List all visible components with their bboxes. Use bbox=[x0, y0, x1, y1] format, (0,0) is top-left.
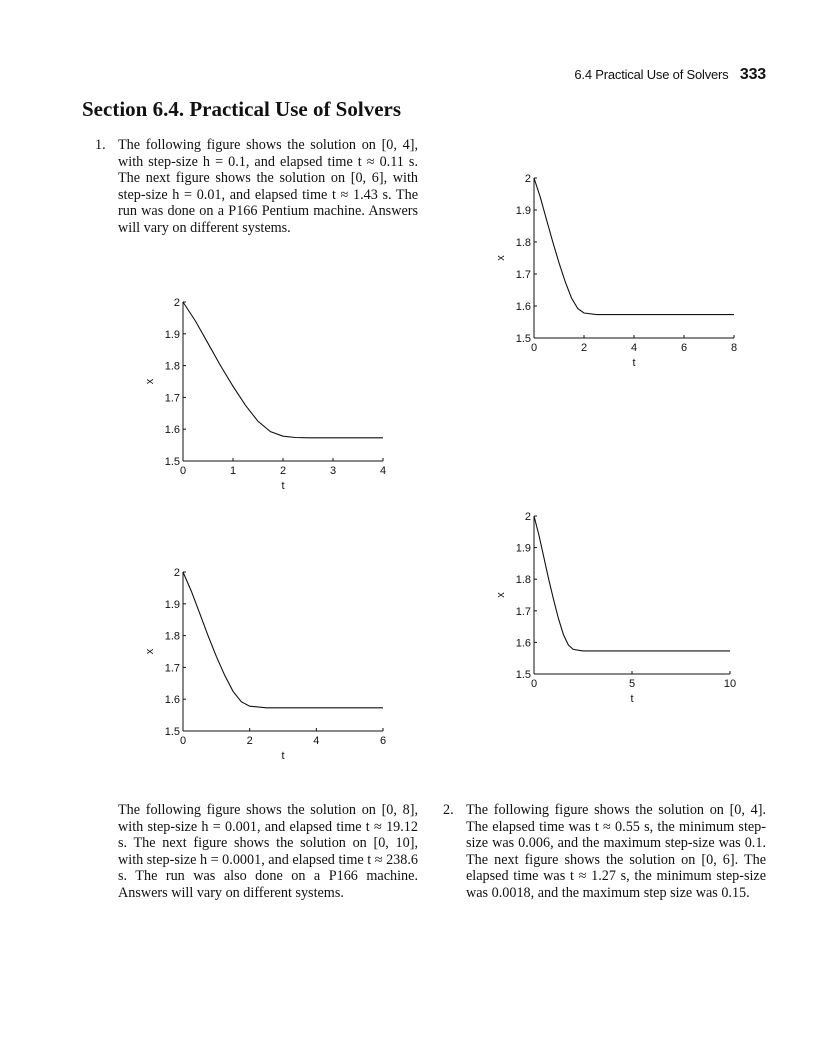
plot-t8 bbox=[490, 168, 750, 378]
y-tick-label: 1.5 bbox=[515, 333, 531, 345]
section-title: Section 6.4. Practical Use of Solvers bbox=[82, 97, 402, 121]
x-tick-label: 5 bbox=[628, 678, 636, 690]
y-axis-label: x bbox=[495, 592, 507, 598]
y-tick-label: 1.5 bbox=[164, 726, 180, 738]
plot-t10 bbox=[490, 506, 750, 716]
y-tick-label: 1.5 bbox=[515, 669, 531, 681]
page-number: 333 bbox=[739, 66, 766, 83]
y-tick-label: 1.8 bbox=[515, 237, 531, 249]
x-tick-label: 0 bbox=[530, 342, 538, 354]
plot-t4 bbox=[140, 290, 395, 500]
y-tick-label: 1.5 bbox=[164, 456, 180, 468]
x-tick-label: 0 bbox=[530, 678, 538, 690]
solution-curve bbox=[534, 516, 730, 651]
y-tick-label: 1.6 bbox=[164, 694, 180, 707]
x-tick-label: 10 bbox=[723, 678, 737, 690]
y-axis-label: x bbox=[495, 255, 507, 261]
y-axis-label: x bbox=[144, 378, 156, 385]
x-tick-label: 0 bbox=[179, 465, 187, 477]
y-tick-label: 2 bbox=[524, 173, 531, 185]
exercise-1-continued-text bbox=[118, 802, 418, 902]
x-axis-label: t bbox=[281, 480, 285, 492]
x-tick-label: 0 bbox=[179, 735, 187, 747]
exercise-number: 1. bbox=[95, 137, 106, 153]
y-tick-label: 1.9 bbox=[164, 598, 180, 611]
exercise-1-continued-body: The following figure shows the solution on [0, 8], with step-size h = 0.001, and elapsed time t ≈ 19.12 s. The next figure shows the solution on [0, 10], with step-size h = 0.0001, and elapsed time t ≈ 238.6 s. The run was also done on a P166 machine. Answers will vary on different systems. bbox=[118, 802, 418, 901]
y-tick-label: 2 bbox=[173, 567, 180, 579]
y-tick-label: 1.7 bbox=[164, 392, 180, 405]
x-axis-label: t bbox=[630, 693, 634, 705]
y-tick-label: 1.8 bbox=[164, 360, 180, 373]
y-tick-label: 1.9 bbox=[515, 542, 531, 555]
x-tick-label: 2 bbox=[246, 735, 253, 747]
solution-curve bbox=[183, 572, 383, 708]
y-tick-label: 1.7 bbox=[164, 662, 180, 675]
running-title: 6.4 Practical Use of Solvers bbox=[574, 67, 729, 82]
x-tick-label: 4 bbox=[379, 465, 387, 477]
y-tick-label: 1.6 bbox=[515, 301, 531, 313]
x-tick-label: 4 bbox=[630, 342, 638, 354]
y-tick-label: 1.7 bbox=[515, 605, 531, 618]
y-tick-label: 1.6 bbox=[515, 637, 531, 650]
exercise-2-text bbox=[443, 802, 766, 902]
y-tick-label: 2 bbox=[524, 511, 531, 523]
y-tick-label: 1.9 bbox=[515, 205, 531, 217]
exercise-1-text bbox=[95, 137, 418, 237]
x-axis-label: t bbox=[281, 750, 285, 762]
y-tick-label: 1.8 bbox=[164, 630, 180, 643]
exercise-1-body: The following figure shows the solution on [0, 4], with step-size h = 0.1, and elapsed time t ≈ 0.11 s. The next figure shows the solution on [0, 6], with step-size h = 0.01, and elapsed time t ≈ 1.43 s. The run was done on a P166 Pentium machine. Answers will vary on different systems. bbox=[118, 137, 418, 236]
x-tick-label: 2 bbox=[580, 342, 588, 354]
y-tick-label: 1.6 bbox=[164, 424, 180, 437]
y-tick-label: 1.8 bbox=[515, 574, 531, 587]
y-tick-label: 2 bbox=[173, 297, 180, 309]
plot-t6 bbox=[140, 560, 395, 770]
solution-curve bbox=[534, 178, 734, 315]
x-axis-label: t bbox=[632, 357, 636, 369]
x-tick-label: 2 bbox=[279, 465, 287, 477]
y-axis-label: x bbox=[144, 648, 156, 655]
y-tick-label: 1.7 bbox=[515, 269, 531, 281]
exercise-2-body: The following figure shows the solution on [0, 4]. The elapsed time was t ≈ 0.55 s, the minimum step-size was 0.006, and the maximum step-size was 0.1. The next figure shows the solution on [0, 6]. The elapsed time was t ≈ 1.27 s, the minimum step-size was 0.0018, and the maximum step size was 0.15. bbox=[466, 802, 766, 901]
x-tick-label: 3 bbox=[329, 465, 337, 477]
running-head bbox=[574, 66, 766, 84]
x-tick-label: 4 bbox=[313, 735, 320, 747]
y-tick-label: 1.9 bbox=[164, 328, 180, 341]
exercise-number: 2. bbox=[443, 802, 454, 818]
x-tick-label: 6 bbox=[680, 342, 688, 354]
x-tick-label: 1 bbox=[229, 465, 237, 477]
x-tick-label: 8 bbox=[730, 342, 738, 354]
x-tick-label: 6 bbox=[379, 735, 387, 747]
solution-curve bbox=[183, 302, 383, 438]
